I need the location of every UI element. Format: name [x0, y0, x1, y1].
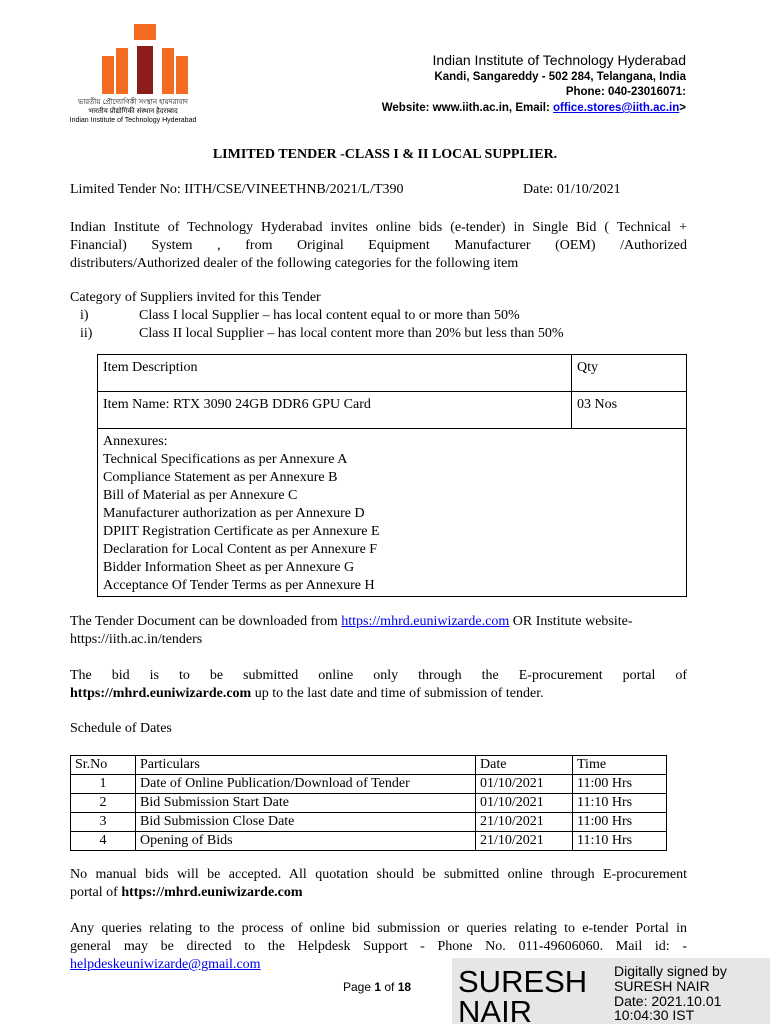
signature-detail-line3: Date: 2021.10.01	[614, 993, 722, 1009]
annexure-e: DPIIT Registration Certificate as per Annexure E	[103, 524, 380, 539]
submission-line-2	[70, 685, 544, 703]
schedule-sr: 4	[71, 832, 136, 851]
download-suffix: OR Institute website-	[509, 614, 633, 629]
schedule-heading: Schedule of Dates	[70, 721, 172, 736]
schedule-table	[70, 755, 667, 851]
category-text-2: Class II local Supplier – has local content more than 20% but less than 50%	[139, 326, 564, 341]
annexures-row	[98, 429, 687, 597]
item-name-cell: Item Name: RTX 3090 24GB DDR6 GPU Card	[98, 392, 572, 429]
schedule-col-time: Time	[573, 756, 667, 775]
schedule-header-row	[71, 756, 667, 775]
annexure-h: Acceptance Of Tender Terms as per Annexure H	[103, 578, 375, 593]
signature-detail-line1: Digitally signed by	[614, 963, 727, 979]
queries-line-1: Any queries relating to the process of online bid submission or queries relating to e-tender Portal in	[70, 921, 687, 936]
signature-name-line1: SURESH	[458, 964, 588, 999]
tender-number: Limited Tender No: IITH/CSE/VINEETHNB/2021/L/T390	[70, 182, 404, 197]
stores-email-link[interactable]: office.stores@iith.ac.in	[553, 102, 680, 114]
annexure-g: Bidder Information Sheet as per Annexure G	[103, 560, 355, 575]
page-mid: of	[381, 980, 398, 994]
submission-portal: https://mhrd.euniwizarde.com	[70, 686, 252, 701]
institute-website-line	[382, 102, 686, 114]
logo-right-pillar-inner	[162, 48, 174, 94]
item-table-row	[98, 392, 687, 429]
annexure-a: Technical Specifications as per Annexure A	[103, 452, 348, 467]
page-number	[343, 980, 411, 994]
table-row	[71, 813, 667, 832]
annexure-f: Declaration for Local Content as per Annexure F	[103, 542, 378, 557]
logo-left-pillar-outer	[102, 56, 114, 94]
digital-signature-block	[452, 958, 770, 1029]
category-marker-1: i)	[80, 308, 89, 323]
signature-detail-line4: 10:04:30 IST	[614, 1007, 695, 1023]
manual-line-1: No manual bids will be accepted. All quotation should be submitted online through E-procurement	[70, 867, 687, 882]
annexure-c: Bill of Material as per Annexure C	[103, 488, 298, 503]
schedule-sr: 1	[71, 775, 136, 794]
schedule-date: 21/10/2021	[476, 813, 573, 832]
schedule-particular: Date of Online Publication/Download of Tender	[136, 775, 476, 794]
annexure-d: Manufacturer authorization as per Annexure D	[103, 506, 365, 521]
schedule-sr: 2	[71, 794, 136, 813]
intro-line-1: Indian Institute of Technology Hyderabad invites online bids (e-tender) in Single Bid ( Technical +	[70, 220, 687, 235]
item-qty-header: Qty	[572, 355, 687, 392]
download-prefix: The Tender Document can be downloaded from	[70, 614, 342, 629]
schedule-time: 11:10 Hrs	[573, 794, 667, 813]
schedule-date: 21/10/2021	[476, 832, 573, 851]
queries-line-2: general may be directed to the Helpdesk Support - Phone No. 011-49606060. Mail id: -	[70, 939, 687, 954]
schedule-date: 01/10/2021	[476, 775, 573, 794]
page-current: 1	[374, 980, 382, 994]
schedule-date: 01/10/2021	[476, 794, 573, 813]
schedule-particular: Bid Submission Start Date	[136, 794, 476, 813]
page-total: 18	[397, 980, 412, 994]
annexures-heading: Annexures:	[103, 434, 168, 449]
intro-line-2: Financial) System , from Original Equipment Manufacturer (OEM) /Authorized	[70, 238, 687, 253]
website-prefix: Website: www.iith.ac.in, Email:	[381, 102, 554, 114]
logo-top-block	[134, 24, 156, 40]
signature-detail-line2: SURESH NAIR	[614, 978, 710, 994]
logo-center-pillar	[137, 46, 153, 94]
schedule-time: 11:00 Hrs	[573, 775, 667, 794]
page-prefix: Page	[343, 980, 375, 994]
logo-right-pillar-outer	[176, 56, 188, 94]
logo-script-line2: भारतीय प्रौद्योगिकी संस्थान हैदराबाद	[88, 108, 178, 115]
schedule-col-date: Date	[476, 756, 573, 775]
euniwizarde-link[interactable]: https://mhrd.euniwizarde.com	[341, 614, 510, 629]
institute-tenders-url: https://iith.ac.in/tenders	[70, 632, 203, 647]
table-row	[71, 832, 667, 851]
annexure-b: Compliance Statement as per Annexure B	[103, 470, 338, 485]
schedule-col-srno: Sr.No	[71, 756, 136, 775]
website-suffix: >	[679, 102, 686, 114]
helpdesk-email-link[interactable]: helpdeskeuniwizarde@gmail.com	[70, 957, 261, 972]
table-row	[71, 794, 667, 813]
annexures-cell	[98, 429, 687, 597]
table-row	[71, 775, 667, 794]
item-table-header-row	[98, 355, 687, 392]
item-description-header: Item Description	[98, 355, 572, 392]
logo-left-pillar-inner	[116, 48, 128, 94]
institute-phone: Phone: 040-23016071:	[565, 86, 686, 98]
logo-caption-block	[48, 98, 218, 125]
category-marker-2: ii)	[80, 326, 93, 341]
schedule-time: 11:10 Hrs	[573, 832, 667, 851]
signature-name-line2: NAIR	[458, 994, 533, 1029]
item-table	[97, 354, 687, 597]
schedule-time: 11:00 Hrs	[573, 813, 667, 832]
institute-name: Indian Institute of Technology Hyderabad	[432, 52, 686, 68]
tender-title: LIMITED TENDER -CLASS I & II LOCAL SUPPLIER.	[212, 147, 558, 162]
schedule-sr: 3	[71, 813, 136, 832]
logo-script-line1: ভারতীয় প্রৌদ্যোগিকী সংস্থান হায়দরাবাদ	[78, 99, 188, 106]
institute-address: Kandi, Sangareddy - 502 284, Telangana, India	[434, 71, 686, 83]
manual-prefix: portal of	[70, 885, 122, 900]
intro-line-3: distributers/Authorized dealer of the following categories for the following item	[70, 256, 519, 271]
item-qty-cell: 03 Nos	[572, 392, 687, 429]
categories-heading: Category of Suppliers invited for this Tender	[70, 290, 321, 305]
download-line-1	[70, 613, 633, 631]
tender-date: Date: 01/10/2021	[523, 182, 621, 197]
schedule-particular: Opening of Bids	[136, 832, 476, 851]
submission-line-1: The bid is to be submitted online only through the E-procurement portal of	[70, 668, 687, 683]
category-text-1: Class I local Supplier – has local content equal to or more than 50%	[139, 308, 520, 323]
submission-suffix: up to the last date and time of submission of tender.	[251, 686, 544, 701]
schedule-particular: Bid Submission Close Date	[136, 813, 476, 832]
schedule-col-particulars: Particulars	[136, 756, 476, 775]
logo-caption: Indian Institute of Technology Hyderabad	[69, 117, 197, 124]
manual-line-2	[70, 884, 303, 902]
manual-portal: https://mhrd.euniwizarde.com	[121, 885, 303, 900]
